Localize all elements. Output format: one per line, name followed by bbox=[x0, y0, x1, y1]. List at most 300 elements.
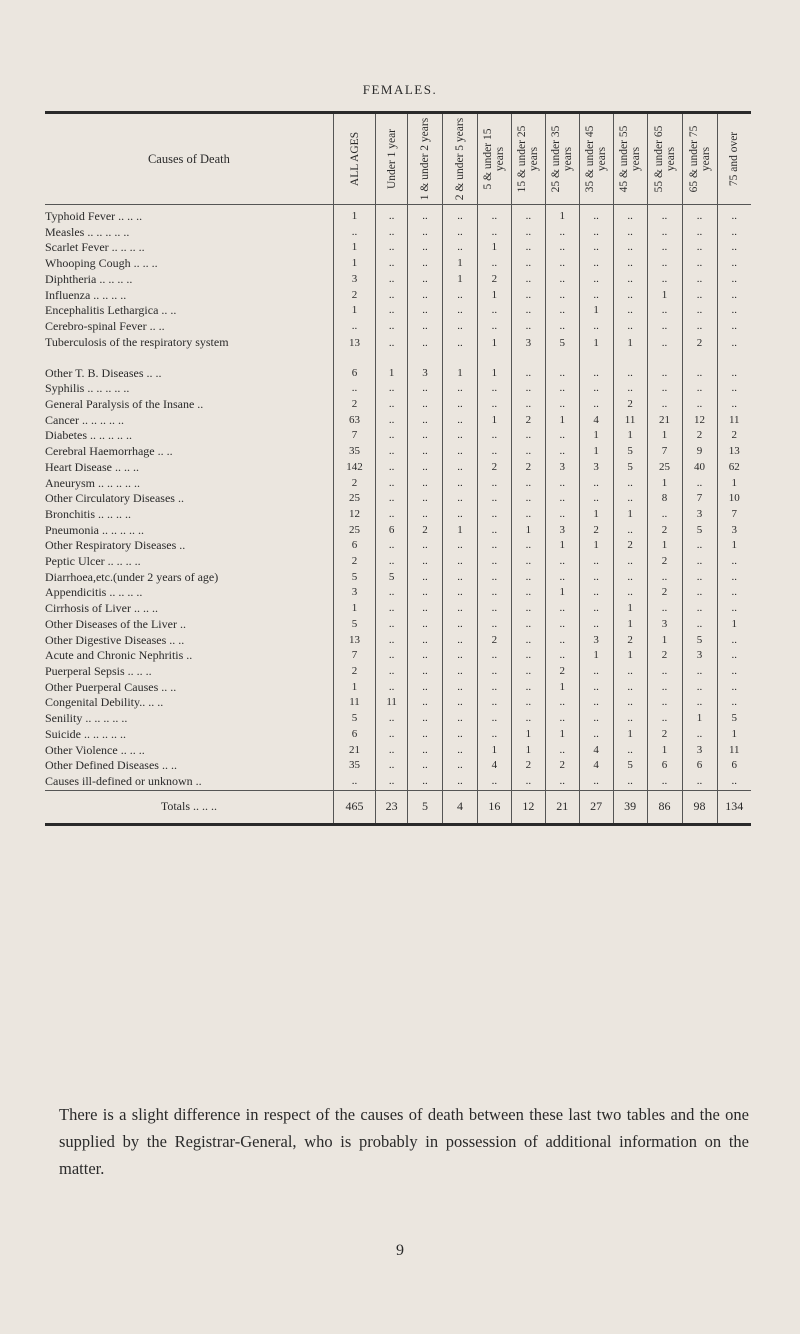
value-cell: 3 bbox=[545, 460, 579, 476]
value-cell: .. bbox=[579, 585, 613, 601]
value-cell: .. bbox=[647, 774, 682, 790]
value-cell: .. bbox=[647, 711, 682, 727]
value-cell: 1 bbox=[579, 507, 613, 523]
value-cell: .. bbox=[376, 397, 408, 413]
value-cell: .. bbox=[477, 711, 511, 727]
cause-cell: Diarrhoea,etc.(under 2 years of age) bbox=[45, 569, 219, 584]
value-cell: .. bbox=[442, 397, 477, 413]
value-cell: .. bbox=[682, 303, 717, 319]
cause-cell: Other Circulatory Diseases .. bbox=[45, 491, 184, 506]
value-cell: 1 bbox=[442, 366, 477, 382]
value-cell: .. bbox=[717, 288, 751, 304]
value-cell: 5 bbox=[613, 444, 647, 460]
value-cell: .. bbox=[376, 758, 408, 774]
value-cell: .. bbox=[613, 680, 647, 696]
value-cell: 1 bbox=[545, 585, 579, 601]
value-cell: 5 bbox=[333, 570, 375, 586]
table-row bbox=[45, 381, 751, 397]
value-cell: .. bbox=[442, 617, 477, 633]
value-cell: .. bbox=[408, 617, 443, 633]
value-cell: .. bbox=[376, 256, 408, 272]
value-cell: .. bbox=[442, 319, 477, 335]
value-cell: 1 bbox=[647, 288, 682, 304]
value-cell: .. bbox=[682, 381, 717, 397]
value-cell: .. bbox=[647, 256, 682, 272]
value-cell: .. bbox=[717, 633, 751, 649]
totals-row bbox=[45, 790, 751, 823]
table-title: FEMALES. bbox=[362, 82, 438, 97]
table-row bbox=[45, 397, 751, 413]
cause-cell: Appendicitis .. .. .. .. bbox=[45, 585, 143, 600]
value-cell: 3 bbox=[682, 507, 717, 523]
total-value-cell: 465 bbox=[333, 790, 375, 823]
value-cell: 25 bbox=[647, 460, 682, 476]
value-cell: .. bbox=[376, 554, 408, 570]
value-cell: .. bbox=[545, 570, 579, 586]
value-cell: .. bbox=[613, 743, 647, 759]
value-cell: .. bbox=[682, 397, 717, 413]
value-cell: .. bbox=[408, 444, 443, 460]
value-cell: .. bbox=[442, 680, 477, 696]
value-cell: 1 bbox=[477, 288, 511, 304]
value-cell: .. bbox=[376, 319, 408, 335]
value-cell: 6 bbox=[647, 758, 682, 774]
value-cell: .. bbox=[717, 225, 751, 241]
table-row bbox=[45, 491, 751, 507]
age-column-header bbox=[613, 113, 647, 205]
value-cell: .. bbox=[376, 617, 408, 633]
table-row bbox=[45, 695, 751, 711]
value-cell: .. bbox=[511, 319, 545, 335]
value-cell: .. bbox=[511, 491, 545, 507]
value-cell: 1 bbox=[545, 680, 579, 696]
value-cell: .. bbox=[442, 240, 477, 256]
value-cell: .. bbox=[442, 711, 477, 727]
value-cell: .. bbox=[408, 633, 443, 649]
cause-cell: General Paralysis of the Insane .. bbox=[45, 397, 204, 412]
table-row bbox=[45, 507, 751, 523]
table-row bbox=[45, 711, 751, 727]
value-cell: .. bbox=[511, 507, 545, 523]
value-cell: 7 bbox=[333, 648, 375, 664]
value-cell: .. bbox=[613, 711, 647, 727]
value-cell: .. bbox=[376, 727, 408, 743]
value-cell: 6 bbox=[333, 727, 375, 743]
age-column-header bbox=[477, 113, 511, 205]
value-cell: .. bbox=[579, 272, 613, 288]
value-cell: 2 bbox=[545, 758, 579, 774]
value-cell: 2 bbox=[333, 288, 375, 304]
value-cell: 1 bbox=[477, 240, 511, 256]
value-cell: .. bbox=[613, 256, 647, 272]
value-cell: .. bbox=[545, 366, 579, 382]
cause-cell: Whooping Cough .. .. .. bbox=[45, 256, 158, 271]
value-cell: .. bbox=[442, 743, 477, 759]
total-value-cell: 21 bbox=[545, 790, 579, 823]
value-cell: .. bbox=[647, 381, 682, 397]
value-cell: .. bbox=[442, 601, 477, 617]
value-cell: 11 bbox=[717, 413, 751, 429]
value-cell: 4 bbox=[579, 743, 613, 759]
value-cell: .. bbox=[647, 397, 682, 413]
value-cell: .. bbox=[477, 585, 511, 601]
total-value-cell: 12 bbox=[511, 790, 545, 823]
value-cell: .. bbox=[682, 554, 717, 570]
value-cell: .. bbox=[682, 680, 717, 696]
value-cell: .. bbox=[579, 711, 613, 727]
total-value-cell: 98 bbox=[682, 790, 717, 823]
value-cell: .. bbox=[408, 711, 443, 727]
value-cell: 2 bbox=[647, 585, 682, 601]
value-cell: .. bbox=[717, 240, 751, 256]
value-cell: .. bbox=[717, 381, 751, 397]
cause-cell: Other T. B. Diseases .. .. bbox=[45, 365, 162, 380]
value-cell: 1 bbox=[647, 476, 682, 492]
value-cell: .. bbox=[408, 240, 443, 256]
value-cell: .. bbox=[579, 225, 613, 241]
value-cell: .. bbox=[442, 554, 477, 570]
value-cell: .. bbox=[579, 381, 613, 397]
value-cell: .. bbox=[717, 585, 751, 601]
value-cell: 1 bbox=[477, 335, 511, 366]
value-cell: 1 bbox=[682, 711, 717, 727]
value-cell: 1 bbox=[613, 648, 647, 664]
totals-label: Totals .. .. .. bbox=[45, 790, 333, 823]
value-cell: .. bbox=[682, 601, 717, 617]
cause-cell: Diabetes .. .. .. .. .. bbox=[45, 428, 132, 443]
value-cell: 1 bbox=[333, 680, 375, 696]
value-cell: .. bbox=[682, 319, 717, 335]
value-cell: 2 bbox=[477, 633, 511, 649]
age-column-header-label: 5 & under 15 years bbox=[482, 128, 507, 190]
value-cell: 2 bbox=[333, 554, 375, 570]
total-value-cell: 86 bbox=[647, 790, 682, 823]
value-cell: .. bbox=[682, 205, 717, 225]
value-cell: 1 bbox=[442, 523, 477, 539]
value-cell: .. bbox=[579, 617, 613, 633]
value-cell: 1 bbox=[613, 601, 647, 617]
table-row bbox=[45, 413, 751, 429]
value-cell: .. bbox=[442, 476, 477, 492]
value-cell: 2 bbox=[477, 460, 511, 476]
cause-cell: Puerperal Sepsis .. .. .. bbox=[45, 663, 152, 678]
value-cell: .. bbox=[477, 727, 511, 743]
value-cell: 10 bbox=[717, 491, 751, 507]
value-cell: .. bbox=[511, 538, 545, 554]
value-cell: .. bbox=[545, 444, 579, 460]
value-cell: 6 bbox=[333, 538, 375, 554]
value-cell: .. bbox=[613, 303, 647, 319]
value-cell: .. bbox=[408, 585, 443, 601]
value-cell: 1 bbox=[477, 366, 511, 382]
value-cell: 3 bbox=[545, 523, 579, 539]
value-cell: .. bbox=[442, 288, 477, 304]
value-cell: 1 bbox=[333, 205, 375, 225]
value-cell: .. bbox=[647, 570, 682, 586]
value-cell: .. bbox=[545, 319, 579, 335]
cause-cell: Bronchitis .. .. .. .. bbox=[45, 506, 131, 521]
value-cell: 21 bbox=[333, 743, 375, 759]
value-cell: 1 bbox=[579, 648, 613, 664]
value-cell: .. bbox=[682, 225, 717, 241]
value-cell: .. bbox=[682, 538, 717, 554]
value-cell: .. bbox=[717, 680, 751, 696]
value-cell: 2 bbox=[477, 272, 511, 288]
value-cell: 2 bbox=[333, 476, 375, 492]
value-cell: 13 bbox=[333, 335, 375, 366]
value-cell: .. bbox=[376, 272, 408, 288]
table-row bbox=[45, 743, 751, 759]
value-cell: 1 bbox=[511, 727, 545, 743]
value-cell: 1 bbox=[717, 538, 751, 554]
value-cell: .. bbox=[579, 554, 613, 570]
value-cell: .. bbox=[477, 680, 511, 696]
value-cell: .. bbox=[511, 366, 545, 382]
value-cell: 1 bbox=[579, 538, 613, 554]
value-cell: .. bbox=[408, 272, 443, 288]
value-cell: .. bbox=[717, 648, 751, 664]
value-cell: 1 bbox=[477, 413, 511, 429]
value-cell: .. bbox=[477, 538, 511, 554]
value-cell: .. bbox=[442, 774, 477, 790]
value-cell: .. bbox=[682, 695, 717, 711]
value-cell: .. bbox=[408, 428, 443, 444]
value-cell: .. bbox=[613, 491, 647, 507]
value-cell: .. bbox=[579, 727, 613, 743]
value-cell: 7 bbox=[333, 428, 375, 444]
value-cell: .. bbox=[613, 272, 647, 288]
value-cell: 2 bbox=[682, 335, 717, 366]
cause-column-header: Causes of Death bbox=[45, 113, 333, 205]
value-cell: .. bbox=[511, 303, 545, 319]
value-cell: 1 bbox=[613, 617, 647, 633]
age-column-header-label: 65 & under 75 years bbox=[687, 125, 712, 193]
value-cell: .. bbox=[376, 774, 408, 790]
value-cell: .. bbox=[579, 680, 613, 696]
age-column-header-label: ALL AGES bbox=[348, 131, 361, 187]
value-cell: .. bbox=[717, 335, 751, 366]
value-cell: .. bbox=[511, 205, 545, 225]
value-cell: .. bbox=[511, 648, 545, 664]
value-cell: 1 bbox=[545, 727, 579, 743]
value-cell: .. bbox=[579, 256, 613, 272]
table-row bbox=[45, 366, 751, 382]
value-cell: .. bbox=[442, 695, 477, 711]
value-cell: 1 bbox=[647, 743, 682, 759]
value-cell: .. bbox=[376, 303, 408, 319]
cause-cell: Cirrhosis of Liver .. .. .. bbox=[45, 601, 158, 616]
value-cell: .. bbox=[408, 774, 443, 790]
value-cell: .. bbox=[376, 507, 408, 523]
table-row bbox=[45, 758, 751, 774]
value-cell: .. bbox=[647, 303, 682, 319]
value-cell: .. bbox=[511, 711, 545, 727]
value-cell: .. bbox=[442, 205, 477, 225]
mortality-table bbox=[45, 111, 751, 823]
value-cell: .. bbox=[511, 476, 545, 492]
value-cell: 11 bbox=[333, 695, 375, 711]
value-cell: .. bbox=[545, 648, 579, 664]
value-cell: .. bbox=[477, 523, 511, 539]
value-cell: .. bbox=[333, 225, 375, 241]
value-cell: 11 bbox=[717, 743, 751, 759]
cause-cell: Congenital Debility.. .. .. bbox=[45, 695, 164, 710]
value-cell: .. bbox=[613, 288, 647, 304]
value-cell: .. bbox=[579, 397, 613, 413]
value-cell: .. bbox=[545, 272, 579, 288]
header-row bbox=[45, 113, 751, 205]
value-cell: 1 bbox=[545, 413, 579, 429]
age-column-header bbox=[511, 113, 545, 205]
table-row bbox=[45, 664, 751, 680]
value-cell: .. bbox=[442, 428, 477, 444]
table-row bbox=[45, 601, 751, 617]
value-cell: 2 bbox=[647, 727, 682, 743]
age-column-header bbox=[408, 113, 443, 205]
value-cell: .. bbox=[408, 491, 443, 507]
age-column-header-label: 35 & under 45 years bbox=[584, 125, 609, 193]
value-cell: .. bbox=[376, 428, 408, 444]
value-cell: 25 bbox=[333, 523, 375, 539]
value-cell: 3 bbox=[511, 335, 545, 366]
cause-cell: Peptic Ulcer .. .. .. .. bbox=[45, 554, 141, 569]
value-cell: .. bbox=[442, 444, 477, 460]
value-cell: 1 bbox=[717, 727, 751, 743]
value-cell: 3 bbox=[408, 366, 443, 382]
value-cell: .. bbox=[442, 664, 477, 680]
value-cell: .. bbox=[477, 507, 511, 523]
value-cell: 2 bbox=[647, 648, 682, 664]
value-cell: 1 bbox=[613, 727, 647, 743]
value-cell: 1 bbox=[442, 256, 477, 272]
value-cell: .. bbox=[647, 225, 682, 241]
value-cell: .. bbox=[408, 601, 443, 617]
age-column-header-label: 25 & under 35 years bbox=[550, 125, 575, 193]
value-cell: .. bbox=[376, 335, 408, 366]
value-cell: .. bbox=[408, 538, 443, 554]
value-cell: .. bbox=[579, 695, 613, 711]
table-row bbox=[45, 570, 751, 586]
table-row bbox=[45, 538, 751, 554]
value-cell: .. bbox=[477, 444, 511, 460]
value-cell: .. bbox=[647, 205, 682, 225]
value-cell: .. bbox=[442, 225, 477, 241]
cause-cell: Influenza .. .. .. .. bbox=[45, 287, 127, 302]
value-cell: .. bbox=[477, 601, 511, 617]
value-cell: .. bbox=[511, 240, 545, 256]
value-cell: .. bbox=[408, 256, 443, 272]
value-cell: .. bbox=[477, 774, 511, 790]
value-cell: .. bbox=[717, 205, 751, 225]
cause-cell: Scarlet Fever .. .. .. .. bbox=[45, 240, 145, 255]
value-cell: .. bbox=[647, 240, 682, 256]
value-cell: .. bbox=[647, 695, 682, 711]
value-cell: .. bbox=[511, 695, 545, 711]
value-cell: 25 bbox=[333, 491, 375, 507]
value-cell: .. bbox=[511, 381, 545, 397]
table-row bbox=[45, 523, 751, 539]
value-cell: .. bbox=[545, 633, 579, 649]
value-cell: .. bbox=[613, 205, 647, 225]
value-cell: .. bbox=[477, 476, 511, 492]
value-cell: .. bbox=[579, 476, 613, 492]
value-cell: .. bbox=[613, 319, 647, 335]
value-cell: .. bbox=[376, 743, 408, 759]
cause-cell: Other Violence .. .. .. bbox=[45, 742, 145, 757]
value-cell: 1 bbox=[511, 523, 545, 539]
value-cell: .. bbox=[408, 460, 443, 476]
value-cell: 1 bbox=[579, 444, 613, 460]
value-cell: .. bbox=[579, 240, 613, 256]
value-cell: .. bbox=[682, 727, 717, 743]
value-cell: 1 bbox=[333, 303, 375, 319]
value-cell: .. bbox=[511, 225, 545, 241]
value-cell: .. bbox=[442, 570, 477, 586]
value-cell: .. bbox=[647, 272, 682, 288]
value-cell: .. bbox=[717, 664, 751, 680]
value-cell: .. bbox=[408, 381, 443, 397]
value-cell: .. bbox=[511, 444, 545, 460]
value-cell: .. bbox=[477, 397, 511, 413]
table-row bbox=[45, 476, 751, 492]
cause-cell: Cerebro-spinal Fever .. .. bbox=[45, 318, 165, 333]
value-cell: .. bbox=[545, 288, 579, 304]
table-row bbox=[45, 585, 751, 601]
value-cell: .. bbox=[545, 554, 579, 570]
table-row bbox=[45, 272, 751, 288]
value-cell: 2 bbox=[579, 523, 613, 539]
value-cell: 1 bbox=[717, 476, 751, 492]
value-cell: .. bbox=[545, 774, 579, 790]
value-cell: 21 bbox=[647, 413, 682, 429]
value-cell: 1 bbox=[333, 601, 375, 617]
value-cell: 1 bbox=[613, 428, 647, 444]
value-cell: .. bbox=[442, 585, 477, 601]
value-cell: 2 bbox=[613, 397, 647, 413]
value-cell: .. bbox=[477, 381, 511, 397]
value-cell: 1 bbox=[717, 617, 751, 633]
value-cell: 1 bbox=[511, 743, 545, 759]
table-row bbox=[45, 774, 751, 790]
value-cell: .. bbox=[376, 664, 408, 680]
value-cell: .. bbox=[376, 601, 408, 617]
value-cell: .. bbox=[376, 680, 408, 696]
value-cell: .. bbox=[333, 319, 375, 335]
value-cell: .. bbox=[613, 240, 647, 256]
value-cell: .. bbox=[717, 774, 751, 790]
cause-cell: Measles .. .. .. .. .. bbox=[45, 224, 130, 239]
value-cell: .. bbox=[376, 585, 408, 601]
table-row bbox=[45, 205, 751, 225]
value-cell: .. bbox=[408, 288, 443, 304]
value-cell: .. bbox=[376, 381, 408, 397]
cause-cell: Other Puerperal Causes .. .. bbox=[45, 679, 177, 694]
value-cell: 2 bbox=[511, 758, 545, 774]
table-row bbox=[45, 633, 751, 649]
age-column-header bbox=[717, 113, 751, 205]
value-cell: .. bbox=[442, 303, 477, 319]
value-cell: 1 bbox=[579, 335, 613, 366]
value-cell: .. bbox=[333, 774, 375, 790]
value-cell: .. bbox=[717, 397, 751, 413]
cause-cell: Acute and Chronic Nephritis .. bbox=[45, 648, 193, 663]
value-cell: .. bbox=[682, 272, 717, 288]
value-cell: 8 bbox=[647, 491, 682, 507]
value-cell: .. bbox=[647, 366, 682, 382]
value-cell: 12 bbox=[333, 507, 375, 523]
explanatory-paragraph: There is a slight difference in respect of the causes of death between these last two tables and the one supplied by the Registrar-General, who is probably in possession of additional information on the matter. bbox=[59, 1105, 749, 1178]
value-cell: .. bbox=[408, 225, 443, 241]
